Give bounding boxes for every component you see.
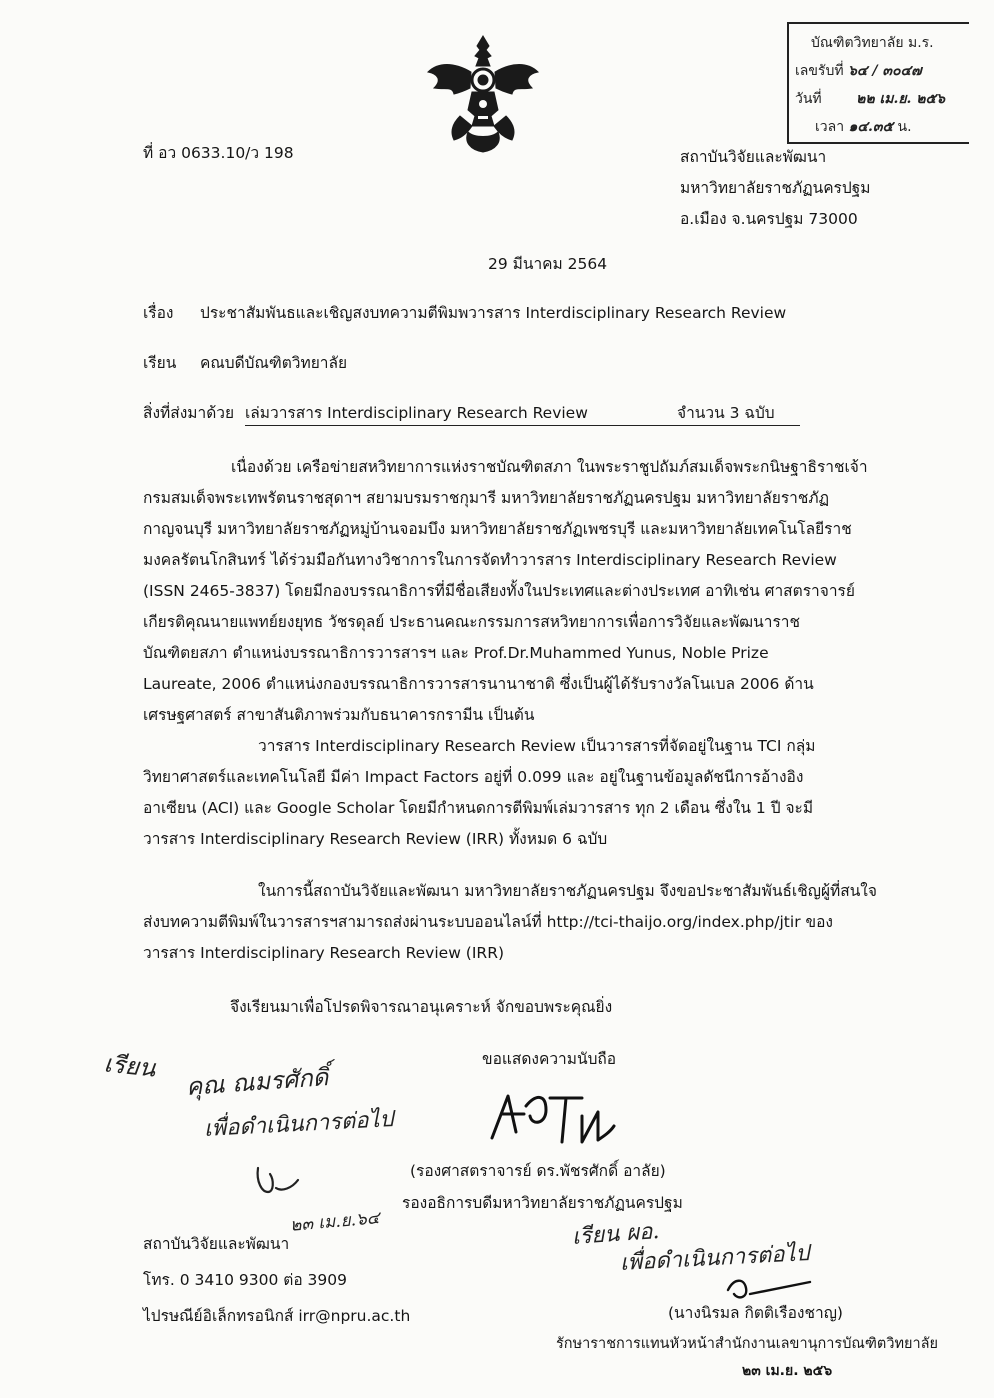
stamp-time: ๑๔.๓๕ xyxy=(848,119,894,135)
contact-department: สถาบันวิจัยและพัฒนา xyxy=(143,1235,290,1253)
body-line: กรมสมเด็จพระเทพรัตนราชสุดาฯ สยามบรมราชกุมารี มหาวิทยาลัยราชภัฏนครปฐม มหาวิทยาลัยราชภัฏ xyxy=(143,489,830,507)
receipt-stamp xyxy=(787,22,969,144)
doc-number: ที่ อว 0633.10/ว 198 xyxy=(143,144,294,162)
second-signer-name: (นางนิรมล กิตติเรืองชาญ) xyxy=(668,1304,843,1322)
contact-phone: โทร. 0 3410 9300 ต่อ 3909 xyxy=(143,1271,348,1289)
handwritten-note: เรียน ผอ. xyxy=(571,1218,661,1251)
body-line: อาเซียน (ACI) และ Google Scholar โดยมีกำหนดการตีพิมพ์เล่มวารสาร ทุก 2 เดือน ซึ่งใน 1 ปี จะมี xyxy=(143,799,814,817)
body-line: วารสาร Interdisciplinary Research Review เป็นวารสารที่จัดอยู่ในฐาน TCI กลุ่ม xyxy=(258,737,816,755)
body-line: เกียรติคุณนายแพทย์ยงยุทธ วัชรดุลย์ ประธานคณะกรรมการสหวิทยาการเพื่อการวิจัยและพัฒนาราช xyxy=(143,613,801,631)
handwritten-note: เรียน xyxy=(102,1049,157,1083)
body-line: เศรษฐศาสตร์ สาขาสันติภาพร่วมกับธนาคารกรามีน เป็นต้น xyxy=(143,706,535,724)
handwritten-date: ๒๓ เม.ย.๖๔ xyxy=(289,1208,381,1236)
signature xyxy=(486,1076,616,1160)
recipient: คณบดีบัณฑิตวิทยาลัย xyxy=(200,354,348,372)
subject: ประชาสัมพันธและเชิญสงบทความตีพิมพวารสาร Interdisciplinary Research Review xyxy=(200,304,787,322)
body-line: บัณฑิตยสภา ตำแหน่งบรรณาธิการวารสารฯ และ Prof.Dr.Muhammed Yunus, Noble Prize xyxy=(143,644,769,662)
closing: จึงเรียนมาเพื่อโปรดพิจารณาอนุเคราะห์ จักขอบพระคุณยิ่ง xyxy=(230,998,613,1016)
body-line: (ISSN 2465-3837) โดยมีกองบรรณาธิการที่มีชื่อเสียงทั้งในประเทศและต่างประเทศ อาทิเช่น ศาสตราจารย์ xyxy=(143,582,855,600)
body-paragraph-2 xyxy=(143,731,913,855)
stamp-number-label: เลขรับที่ xyxy=(795,63,844,79)
body-line: Laureate, 2006 ตำแหน่งกองบรรณาธิการวารสารนานาชาติ ซึ่งเป็นผู้ได้รับรางวัลโนเบล 2006 ด้าน xyxy=(143,675,814,693)
body-line: วารสาร Interdisciplinary Research Review (IRR) xyxy=(143,944,505,962)
handwritten-initials xyxy=(252,1162,302,1206)
sender-line: มหาวิทยาลัยราชภัฏนครปฐม xyxy=(680,179,871,197)
stamp-time-label: เวลา xyxy=(815,119,845,135)
handwritten-note: เพื่อดำเนินการต่อไป xyxy=(203,1107,395,1142)
second-signer-title: รักษาราชการแทนหัวหน้าสำนักงานเลขานุการบัณฑิตวิทยาลัย xyxy=(556,1336,939,1352)
second-signer-date: ๒๓ เม.ย. ๒๕๖ xyxy=(742,1363,833,1379)
body-paragraph-3 xyxy=(143,876,913,969)
body-line: เนื่องด้วย เครือข่ายสหวิทยาการแห่งราชบัณฑิตสภา ในพระราชูปถัมภ์สมเด็จพระกนิษฐาธิราชเจ้า xyxy=(231,458,868,476)
subject-label: เรื่อง xyxy=(143,304,174,322)
regards: ขอแสดงความนับถือ xyxy=(482,1050,617,1068)
body-line: วิทยาศาสตร์และเทคโนโลยี มีค่า Impact Factors อยู่ที่ 0.099 และ อยู่ในฐานข้อมูลดัชนีการอ้างอิง xyxy=(143,768,804,786)
body-line: ส่งบทความตีพิมพ์ในวารสารฯสามารถส่งผ่านระบบออนไลน์ที่ http://tci-thaijo.org/index.php/jtir ของ xyxy=(143,913,833,931)
signer-name: (รองศาสตราจารย์ ดร.พัชรศักดิ์ อาลัย) xyxy=(410,1162,666,1180)
stamp-number: ๖๔ / ๓๐๔๗ xyxy=(848,63,922,79)
body-paragraph-1 xyxy=(143,452,913,731)
enclosure-label: สิ่งที่ส่งมาด้วย xyxy=(143,404,235,422)
sender-line: อ.เมือง จ.นครปฐม 73000 xyxy=(680,210,858,228)
body-line: มงคลรัตนโกสินทร์ ได้ร่วมมือกันทางวิชาการในการจัดทำวารสาร Interdisciplinary Research Review xyxy=(143,551,837,569)
sender-address xyxy=(680,142,871,235)
contact-block xyxy=(143,1226,410,1334)
handwritten-note: คุณ ณมรศักดิ์ xyxy=(185,1063,330,1101)
enclosure-count: จำนวน 3 ฉบับ xyxy=(677,404,775,422)
body-line: ในการนี้สถาบันวิจัยและพัฒนา มหาวิทยาลัยราชภัฏนครปฐม จึงขอประชาสัมพันธ์เชิญผู้ที่สนใจ xyxy=(258,882,877,900)
stamp-time-suffix: น. xyxy=(897,119,912,135)
stamp-date-label: วันที่ xyxy=(795,91,822,107)
enclosure-item: เล่มวารสาร Interdisciplinary Research Review xyxy=(245,404,588,422)
stamp-date: ๒๒ เม.ย. ๒๕๖ xyxy=(856,91,946,107)
contact-email: ไปรษณีย์อิเล็กทรอนิกส์ irr@npru.ac.th xyxy=(143,1307,411,1325)
stamp-org: บัณฑิตวิทยาลัย ม.ร. xyxy=(811,35,934,51)
letter-date: 29 มีนาคม 2564 xyxy=(488,255,608,273)
body-line: กาญจนบุรี มหาวิทยาลัยราชภัฏหมู่บ้านจอมบึง มหาวิทยาลัยราชภัฏเพชรบุรี และมหาวิทยาลัยเทคโนโลยีราช xyxy=(143,520,852,538)
signer-title: รองอธิการบดีมหาวิทยาลัยราชภัฏนครปฐม xyxy=(402,1194,683,1212)
to-label: เรียน xyxy=(143,354,177,372)
sender-line: สถาบันวิจัยและพัฒนา xyxy=(680,148,827,166)
enclosure xyxy=(245,400,800,426)
body-line: วารสาร Interdisciplinary Research Review (IRR) ทั้งหมด 6 ฉบับ xyxy=(143,830,608,848)
garuda-emblem xyxy=(424,32,542,154)
handwritten-note: เพื่อดำเนินการต่อไป xyxy=(619,1241,811,1276)
